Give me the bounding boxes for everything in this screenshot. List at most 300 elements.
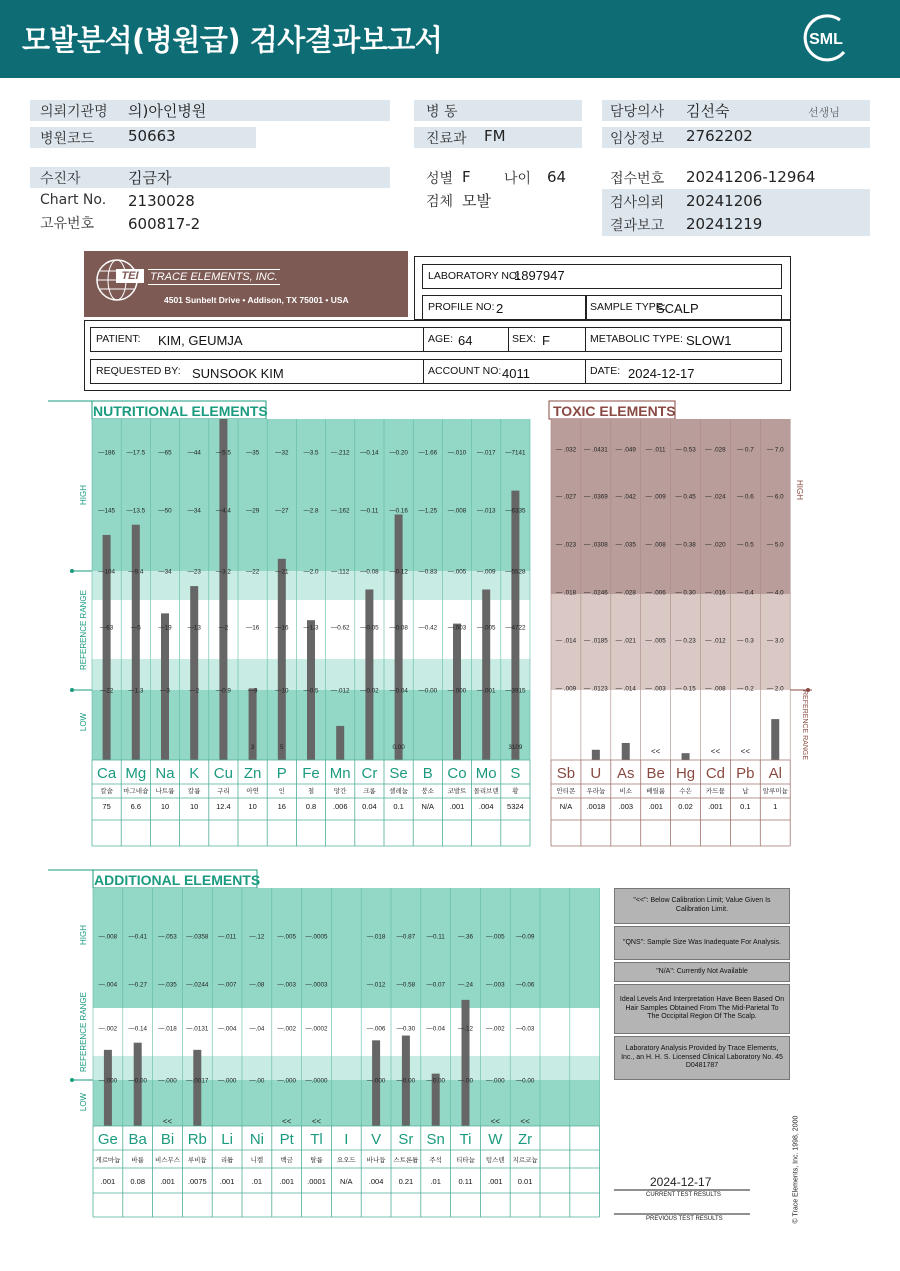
tick-label: — .016 (705, 589, 726, 597)
tick-label: —3915 (505, 687, 526, 695)
tick-label: —.006 (366, 1025, 386, 1033)
element-value: .004 (368, 1177, 384, 1186)
tick-label: — 7.0 (766, 446, 784, 454)
tick-label: —16 (275, 624, 289, 632)
tick-label: —5528 (505, 568, 526, 576)
axis-ref-label: REFERENCE RANGE (79, 991, 88, 1073)
element-korean-name: 코발트 (447, 788, 467, 795)
age-label: AGE: (428, 333, 454, 345)
element-value: 0.04 (362, 802, 377, 811)
tick-label: —0.00 (426, 1077, 445, 1085)
bar-hg (682, 753, 690, 760)
tick-label: —0.04 (389, 687, 408, 695)
tei-address: 4501 Sunbelt Drive • Addison, TX 75001 • USA (164, 295, 349, 305)
tick-label: —3.2 (215, 568, 231, 576)
element-korean-name: 몰리브덴 (473, 788, 499, 795)
tick-label: — .042 (615, 493, 636, 501)
tick-label: —29 (245, 507, 260, 515)
tick-label: —0.27 (128, 981, 147, 989)
request-value: 20241206 (686, 192, 763, 210)
axis-low-label: LOW (79, 1092, 88, 1112)
element-symbol: P (276, 765, 287, 782)
chart-value: 2130028 (128, 192, 195, 210)
receipt-value: 20241206-12964 (686, 168, 816, 186)
tick-label: —0.04 (426, 1025, 445, 1033)
additional-chart (48, 870, 600, 1217)
tick-label: —27 (275, 507, 289, 515)
below-limit-marker: << (520, 1117, 530, 1126)
tick-label: —.0005 (305, 933, 328, 941)
element-korean-name: 납 (742, 788, 749, 795)
tick-label: —44 (187, 449, 201, 457)
element-symbol: Rb (187, 1131, 207, 1148)
tick-label: —.000 (217, 1077, 237, 1085)
element-korean-name: 요오드 (336, 1157, 356, 1164)
element-symbol: Zr (518, 1131, 533, 1148)
element-value: 0.1 (740, 802, 751, 811)
tick-label: —.0000 (305, 1077, 328, 1085)
element-symbol: As (616, 765, 635, 782)
element-symbol: Ti (459, 1131, 472, 1148)
tick-label: —.112 (331, 568, 350, 576)
tick-label: —.012 (366, 981, 386, 989)
tick-label: —.009 (476, 568, 496, 576)
tick-label: —34 (158, 568, 172, 576)
tick-label: —35 (245, 449, 260, 457)
tick-label: —0.07 (426, 981, 445, 989)
element-symbol: Tl (310, 1131, 323, 1148)
tick-label: —0.11 (426, 933, 445, 941)
tick-label: — 0.3 (736, 637, 754, 645)
tick-label: — .009 (645, 493, 666, 501)
tick-label: —23 (187, 568, 201, 576)
element-korean-name: 니켈 (250, 1157, 264, 1164)
patient-value: KIM, GEUMJA (158, 333, 243, 348)
tick-label: —0.08 (360, 568, 379, 576)
tick-label: —19 (158, 624, 172, 632)
element-symbol: Na (155, 765, 175, 782)
sml-logo-text: SML (809, 31, 843, 48)
patient-value: 김금자 (128, 169, 172, 187)
tick-label: —.018 (366, 933, 386, 941)
range-band (93, 1056, 600, 1080)
tick-label: — .0308 (583, 541, 608, 549)
copyright: © Trace Elements, Inc. 1998, 2000 (792, 1115, 800, 1224)
tick-label: — 0.53 (675, 446, 696, 454)
bar-se (395, 514, 403, 760)
element-symbol: Be (646, 765, 665, 782)
tick-label: —.004 (98, 981, 118, 989)
bar-mo (482, 590, 490, 761)
tei-badge: TEI (116, 269, 144, 283)
tick-label: — .018 (555, 589, 577, 597)
element-symbol: Se (389, 765, 408, 782)
doctor-label: 담당의사 (610, 104, 665, 120)
institution-value: 의)아인병원 (128, 102, 207, 120)
element-value: 12.4 (216, 802, 231, 811)
tick-label: —.053 (158, 933, 177, 941)
age-label: 나이 (504, 171, 532, 187)
tick-label: —22 (245, 568, 260, 576)
tick-label: — .0431 (583, 446, 608, 454)
tick-label: —0.9 (215, 687, 231, 695)
tick-label: —186 (98, 449, 116, 457)
bar-al (771, 719, 779, 760)
tick-label: —0.02 (360, 687, 379, 695)
tick-label: —0.08 (389, 624, 408, 632)
tick-label: —145 (98, 507, 116, 515)
below-limit-marker: << (740, 747, 751, 756)
element-symbol: Cu (213, 765, 233, 782)
tick-label: —.008 (447, 507, 467, 515)
element-korean-name: 붕소 (421, 788, 435, 795)
bar-rb (193, 1050, 201, 1126)
tick-label: — 0.5 (736, 541, 754, 549)
tick-label: —9 (247, 687, 258, 695)
nutritional-chart (48, 401, 530, 846)
tick-label: 5 (280, 744, 284, 751)
element-value: N/A (559, 802, 573, 811)
tick-label: —.0003 (305, 981, 328, 989)
element-value: .001 (279, 1177, 295, 1186)
element-value: .0001 (307, 1177, 326, 1186)
legend-lab: Laboratory Analysis Provided by Trace Elements, Inc., an H. H. S. Licensed Clinical Laboratory No. 45 D0481787 (614, 1036, 790, 1080)
tick-label: —.212 (330, 449, 350, 457)
element-value: N/A (340, 1177, 353, 1186)
tick-label: —32 (275, 449, 289, 457)
tick-label: —6335 (505, 507, 526, 515)
legend-na: "N/A": Currently Not Available (614, 962, 790, 982)
tick-label: —.00 (249, 1077, 265, 1085)
tick-label: —2 (218, 624, 229, 632)
tick-label: —2 (189, 687, 200, 695)
element-value: .01 (251, 1177, 263, 1186)
element-value: .001 (708, 802, 723, 811)
tick-label: —.012 (330, 687, 350, 695)
age-value: 64 (547, 168, 567, 186)
element-value: 10 (248, 802, 257, 811)
current-results-label: CURRENT TEST RESULTS (646, 1192, 721, 1198)
bar-cr (365, 590, 373, 761)
tick-label: — .003 (645, 685, 666, 693)
tick-label: — .009 (555, 685, 577, 693)
age-value: 64 (458, 333, 473, 348)
tick-label: —0.83 (418, 568, 438, 576)
below-limit-marker: << (282, 1117, 292, 1126)
tick-label: — 0.2 (736, 685, 754, 693)
sex-label: 성별 (426, 171, 454, 187)
bar-k (190, 586, 198, 760)
tick-label: —.0358 (186, 933, 209, 941)
tick-label: —0.00 (515, 1077, 535, 1085)
specimen-label: 검체 (426, 194, 454, 210)
tick-label: —.013 (476, 507, 496, 515)
bar-as (622, 743, 630, 760)
element-value: 75 (102, 802, 111, 811)
tick-label: —4722 (505, 624, 526, 632)
doctor-value: 김선숙 (686, 102, 730, 120)
tick-label: —.004 (217, 1025, 237, 1033)
tick-label: —0.09 (515, 933, 535, 941)
element-korean-name: 알루미늄 (762, 788, 788, 795)
element-korean-name: 우라늄 (586, 788, 606, 795)
tick-label: —1.66 (418, 449, 438, 457)
tick-label: —22 (99, 687, 114, 695)
element-korean-name: 구리 (217, 788, 230, 795)
tick-label: —.24 (457, 981, 474, 989)
tick-label: —.0017 (186, 1077, 209, 1085)
profile-label: PROFILE NO: (428, 301, 495, 313)
tick-label: —2.0 (303, 568, 319, 576)
tick-label: — .035 (615, 541, 636, 549)
tick-label: —0.30 (396, 1025, 416, 1033)
element-symbol: Li (221, 1131, 233, 1148)
hospital-code-label: 병원코드 (40, 131, 95, 147)
tick-label: —7141 (505, 449, 526, 457)
element-value: .001 (219, 1177, 235, 1186)
ref-bottom-dot (70, 688, 74, 692)
element-korean-name: 백금 (280, 1157, 293, 1164)
tick-label: —.011 (218, 933, 237, 941)
bar-p (278, 559, 286, 760)
patient-label: 수진자 (40, 171, 81, 187)
element-value: .006 (332, 802, 348, 811)
tick-label: —0.03 (515, 1025, 535, 1033)
account-value: 4011 (502, 366, 530, 381)
element-symbol: Sn (426, 1131, 445, 1148)
tick-label: —.003 (486, 981, 505, 989)
tick-label: — .012 (705, 637, 726, 645)
element-symbol: B (422, 765, 433, 782)
tick-label: —0.00 (128, 1077, 147, 1085)
element-value: 0.11 (458, 1177, 473, 1186)
tick-label: — 0.30 (675, 589, 696, 597)
tei-company: TRACE ELEMENTS, INC. (150, 271, 278, 283)
tick-label: —.0244 (186, 981, 209, 989)
tick-label: —0.16 (389, 507, 408, 515)
element-korean-name: 칼륨 (187, 788, 201, 795)
element-korean-name: 스트론튬 (393, 1157, 419, 1164)
tick-label: —.04 (249, 1025, 265, 1033)
tick-label: —0.87 (396, 933, 416, 941)
tick-label: — .021 (615, 637, 636, 645)
element-symbol: Bi (160, 1131, 175, 1148)
tick-label: — .032 (555, 446, 577, 454)
sex-label: SEX: (512, 333, 536, 345)
axis-ref-label: REFERENCE RANGE (79, 589, 88, 671)
toxic-chart (549, 401, 812, 846)
tick-label: —.000 (447, 687, 467, 695)
bar-mn (336, 726, 344, 760)
axis-ref-label: REFERENCE RANGE (801, 689, 808, 761)
tick-label: — .011 (645, 446, 666, 454)
tick-label: —0.41 (128, 933, 147, 941)
element-symbol: Sb (556, 765, 576, 782)
sex-value: F (542, 333, 550, 348)
element-symbol: I (344, 1131, 349, 1148)
element-symbol: Cr (361, 765, 378, 782)
tick-label: — 0.4 (736, 589, 754, 597)
legend-calibration: "<<": Below Calibration Limit; Value Given Is Calibration Limit. (614, 888, 790, 924)
tick-label: —.002 (486, 1025, 505, 1033)
element-value: 10 (160, 802, 170, 811)
axis-low-label: LOW (79, 712, 88, 732)
element-korean-name: 나트륨 (155, 788, 175, 795)
tick-label: — 4.0 (766, 589, 784, 597)
bar-mg (132, 525, 140, 760)
tick-label: —5.5 (215, 449, 231, 457)
date-value: 2024-12-17 (628, 366, 695, 381)
tick-label: —5 (130, 624, 141, 632)
element-symbol: S (510, 765, 521, 782)
section-title: NUTRITIONAL ELEMENTS (93, 403, 268, 419)
element-value: .001 (160, 1177, 175, 1186)
tick-label: —3 (160, 687, 170, 695)
element-value: .001 (449, 802, 465, 811)
unique-value: 600817-2 (128, 215, 201, 233)
element-symbol: W (488, 1131, 503, 1148)
element-korean-name: 바나듐 (366, 1157, 386, 1164)
tick-label: — 0.6 (736, 493, 754, 501)
element-value: 0.08 (130, 1177, 146, 1186)
specimen-value: 모발 (462, 192, 491, 210)
tick-label: —.008 (98, 933, 118, 941)
metabolic-value: SLOW1 (686, 333, 732, 348)
tick-label: —0.42 (418, 624, 438, 632)
tick-label: —.12 (457, 1025, 474, 1033)
clinical-value: 2762202 (686, 127, 753, 145)
element-value: .001 (100, 1177, 116, 1186)
element-symbol: Mg (125, 765, 147, 782)
tick-label: —0.58 (396, 981, 416, 989)
receipt-label: 접수번호 (610, 171, 665, 187)
element-symbol: K (189, 765, 200, 782)
tick-label: — 3.0 (766, 637, 784, 645)
tick-label: — 5.0 (766, 541, 784, 549)
element-symbol: Ge (97, 1131, 118, 1148)
ref-dot (70, 1078, 74, 1082)
element-value: .01 (430, 1177, 441, 1186)
tick-label: —0.11 (360, 507, 379, 515)
element-korean-name: 셀레늄 (389, 788, 409, 795)
element-korean-name: 바륨 (131, 1157, 144, 1164)
tick-label: —13.5 (126, 507, 146, 515)
tick-label: 0.00 (392, 744, 405, 751)
element-value: .0075 (187, 1177, 207, 1186)
element-symbol: Co (447, 765, 467, 782)
account-label: ACCOUNT NO: (428, 365, 502, 377)
tick-label: — 0.15 (675, 685, 696, 693)
element-symbol: Sr (398, 1131, 414, 1148)
tick-label: 3109 (508, 744, 523, 751)
tick-label: — .008 (705, 685, 726, 693)
element-korean-name: 탈륨 (310, 1157, 323, 1164)
element-symbol: Pb (736, 765, 755, 782)
tick-label: — .0369 (583, 493, 608, 501)
element-value: 0.02 (678, 802, 693, 811)
tick-label: — 0.38 (675, 541, 696, 549)
tick-label: —.017 (476, 449, 496, 457)
tick-label: —.005 (476, 624, 496, 632)
below-limit-marker: << (162, 1117, 173, 1126)
tick-label: —.002 (277, 1025, 296, 1033)
tick-label: —.018 (158, 1025, 177, 1033)
tick-label: — .0246 (583, 589, 608, 597)
tick-label: — .023 (555, 541, 577, 549)
tick-label: —0.20 (389, 449, 408, 457)
tick-label: — .020 (705, 541, 726, 549)
element-symbol: Mn (329, 765, 351, 782)
tick-label: —0.62 (330, 624, 350, 632)
tick-label: —16 (245, 624, 260, 632)
tick-label: —.000 (277, 1077, 296, 1085)
element-value: 6.6 (130, 802, 142, 811)
element-korean-name: 비스무스 (154, 1157, 181, 1164)
element-korean-name: 게르마늄 (95, 1157, 121, 1164)
tick-label: —34 (187, 507, 201, 515)
element-korean-name: 텅스텐 (485, 1157, 505, 1164)
element-korean-name: 카드뮴 (706, 788, 725, 795)
tick-label: —.08 (249, 981, 265, 989)
tick-label: —.162 (330, 507, 350, 515)
bar-u (592, 750, 600, 760)
ward-label: 병 동 (426, 104, 458, 120)
element-korean-name: 티타늄 (456, 1157, 475, 1164)
element-symbol: Fe (302, 765, 320, 782)
axis-high-label: HIGH (795, 480, 804, 500)
bar-ti (462, 1000, 470, 1126)
ref-top-dot (70, 569, 74, 573)
element-value: .001 (487, 1177, 503, 1186)
tick-label: —13 (187, 624, 201, 632)
tick-label: — 0.23 (675, 637, 696, 645)
page-title: 모발분석(병원급) 검사결과보고서 (22, 23, 443, 57)
axis-high-label: HIGH (79, 925, 88, 945)
element-symbol: U (590, 765, 602, 782)
tick-label: —4.4 (215, 507, 231, 515)
tick-label: — .014 (615, 685, 636, 693)
element-value: 0.21 (398, 1177, 414, 1186)
tick-label: —.000 (486, 1077, 505, 1085)
legend-ideal: Ideal Levels And Interpretation Have Been Based On Hair Samples Obtained From The Mid-Parietal To The Occipital Region Of The Scalp. (614, 984, 790, 1034)
previous-results-label: PREVIOUS TEST RESULTS (646, 1216, 723, 1222)
tick-label: —1.3 (303, 624, 319, 632)
bar-ge (104, 1050, 112, 1126)
element-value: .004 (478, 802, 494, 811)
element-korean-name: 주석 (429, 1157, 442, 1164)
tick-label: —.000 (366, 1077, 386, 1085)
element-korean-name: 베릴륨 (646, 788, 666, 795)
element-value: .0018 (586, 802, 606, 811)
tick-label: — 2.0 (766, 685, 784, 693)
tick-label: —.010 (447, 449, 467, 457)
element-symbol: Cd (705, 765, 726, 782)
axis-high-label: HIGH (79, 485, 88, 505)
institution-label: 의뢰기관명 (40, 104, 108, 120)
tick-label: —3.5 (303, 449, 319, 457)
dept-value: FM (484, 127, 506, 145)
tick-label: —50 (158, 507, 172, 515)
tick-label: — .049 (615, 446, 636, 454)
tick-label: —.005 (277, 933, 296, 941)
element-value: 16 (277, 802, 286, 811)
tick-label: —.003 (277, 981, 296, 989)
tick-label: —9.4 (128, 568, 144, 576)
tick-label: —0.12 (389, 568, 408, 576)
tick-label: — 0.45 (675, 493, 696, 501)
tick-label: —.005 (447, 568, 467, 576)
metabolic-label: METABOLIC TYPE: (590, 333, 683, 345)
